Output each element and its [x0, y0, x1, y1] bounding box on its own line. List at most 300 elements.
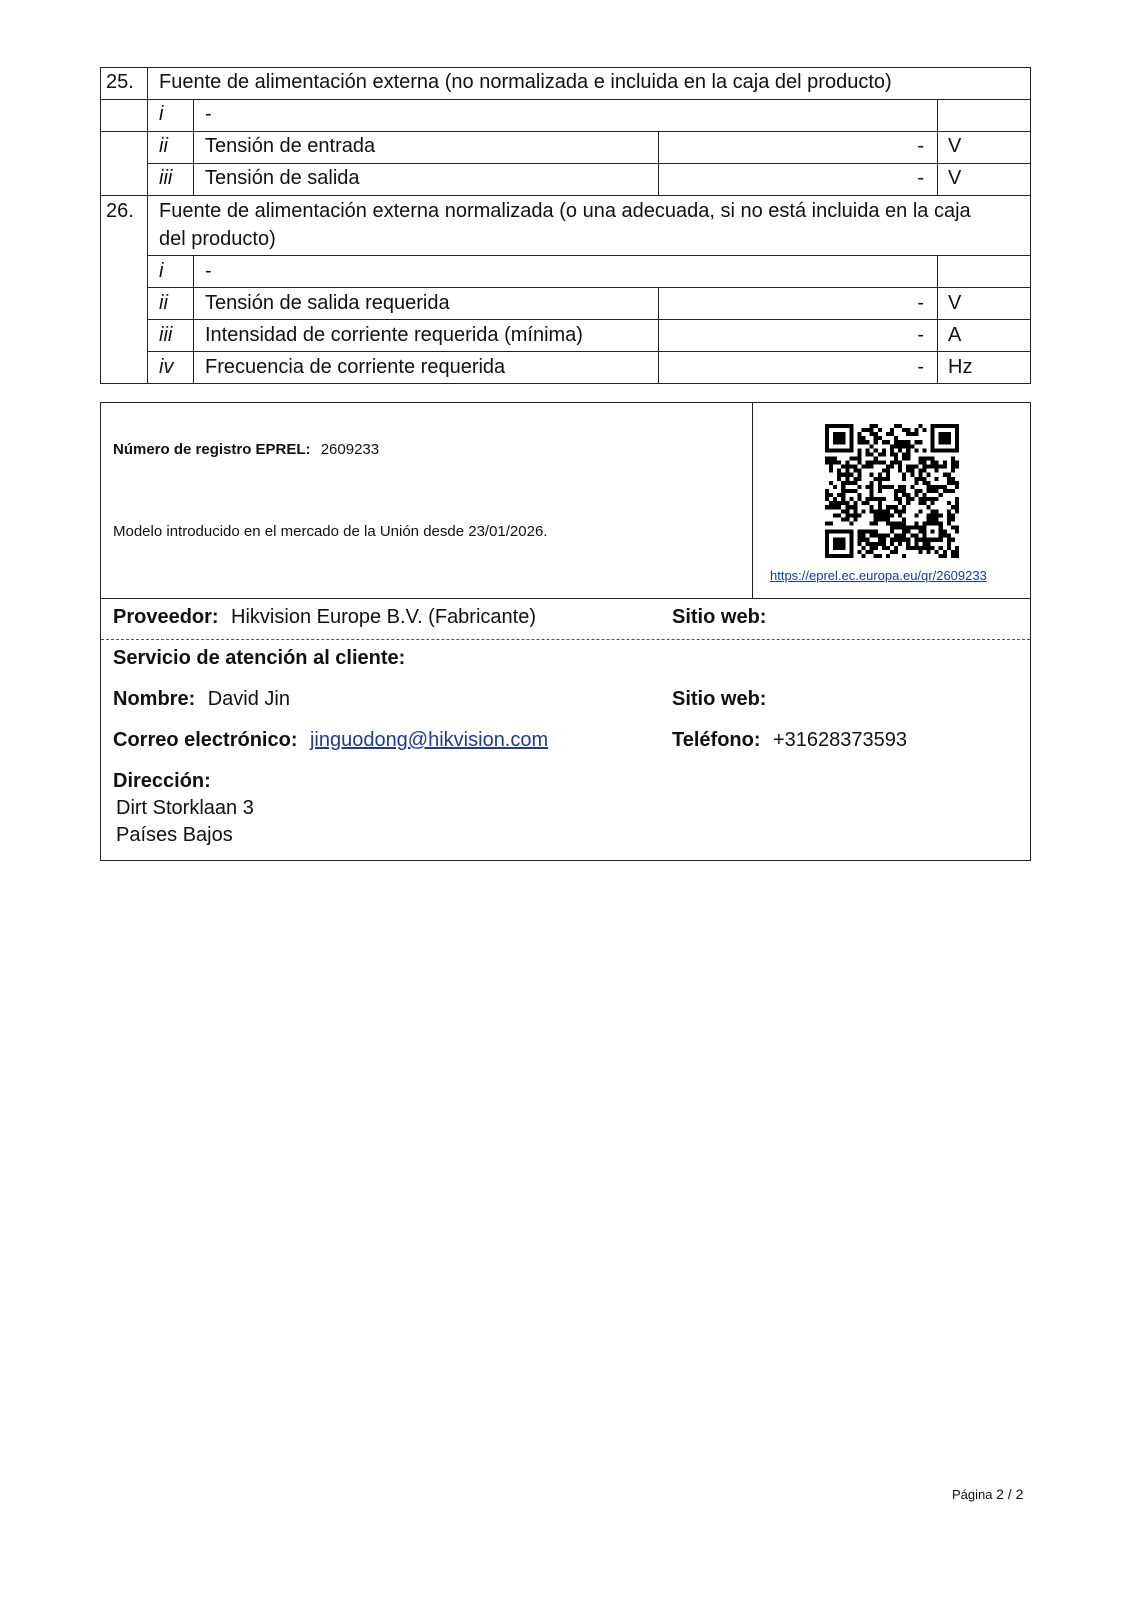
- qr-module: [898, 485, 902, 489]
- qr-module: [939, 534, 943, 538]
- qr-module: [890, 465, 894, 469]
- spec-table: [0, 0, 1132, 400]
- qr-module: [890, 428, 894, 432]
- qr-module: [918, 538, 922, 542]
- qr-module: [825, 424, 829, 428]
- qr-module: [902, 428, 906, 432]
- page-label: Página: [952, 1487, 993, 1502]
- row-label: Frecuencia de corriente requerida: [205, 356, 506, 378]
- qr-module: [902, 505, 906, 509]
- qr-module: [866, 538, 870, 542]
- qr-module: [898, 424, 902, 428]
- qr-module: [922, 465, 926, 469]
- qr-module: [837, 554, 841, 558]
- qr-module: [833, 461, 837, 465]
- qr-module: [935, 448, 939, 452]
- qr-module: [951, 550, 955, 554]
- qr-module: [837, 530, 841, 534]
- qr-module: [837, 473, 841, 477]
- qr-module: [874, 440, 878, 444]
- qr-module: [947, 432, 951, 436]
- phone-value: +31628373593: [772, 729, 908, 751]
- qr-module: [890, 461, 894, 465]
- qr-module: [943, 473, 947, 477]
- qr-module: [931, 436, 935, 440]
- qr-module: [870, 493, 874, 497]
- qr-module: [825, 444, 829, 448]
- qr-module: [935, 509, 939, 513]
- qr-module: [902, 538, 906, 542]
- qr-module: [914, 477, 918, 481]
- qr-module: [849, 444, 853, 448]
- qr-module: [947, 542, 951, 546]
- qr-module: [939, 493, 943, 497]
- qr-module: [943, 530, 947, 534]
- qr-module: [849, 473, 853, 477]
- qr-module: [939, 530, 943, 534]
- qr-module: [906, 501, 910, 505]
- qr-module: [882, 513, 886, 517]
- qr-module: [927, 513, 931, 517]
- qr-module: [922, 546, 926, 550]
- qr-module: [931, 497, 935, 501]
- row-label: Tensión de salida: [205, 167, 360, 189]
- qr-module: [947, 534, 951, 538]
- qr-module: [947, 448, 951, 452]
- qr-module: [890, 538, 894, 542]
- qr-module: [837, 461, 841, 465]
- qr-module: [882, 448, 886, 452]
- qr-module: [857, 436, 861, 440]
- qr-module: [898, 469, 902, 473]
- qr-module: [910, 444, 914, 448]
- qr-module: [857, 477, 861, 481]
- qr-module: [841, 554, 845, 558]
- qr-module: [857, 513, 861, 517]
- qr-module: [870, 473, 874, 477]
- col-divider: [658, 131, 659, 196]
- qr-module: [829, 456, 833, 460]
- row-unit: V: [948, 292, 962, 314]
- qr-module: [902, 534, 906, 538]
- qr-module: [841, 473, 845, 477]
- qr-module: [951, 513, 955, 517]
- qr-module: [927, 481, 931, 485]
- qr-module: [857, 456, 861, 460]
- qr-module: [890, 550, 894, 554]
- qr-module: [870, 428, 874, 432]
- qr-module: [857, 469, 861, 473]
- qr-module: [943, 440, 947, 444]
- qr-module: [939, 485, 943, 489]
- qr-module: [898, 538, 902, 542]
- qr-module: [939, 448, 943, 452]
- qr-module: [943, 436, 947, 440]
- qr-module: [886, 505, 890, 509]
- email-label: Correo electrónico:: [113, 729, 298, 751]
- qr-module: [898, 509, 902, 513]
- qr-module: [894, 521, 898, 525]
- qr-module: [906, 444, 910, 448]
- qr-module: [845, 465, 849, 469]
- qr-module: [939, 521, 943, 525]
- qr-module: [841, 481, 845, 485]
- qr-module: [866, 542, 870, 546]
- qr-module: [939, 465, 943, 469]
- qr-module: [862, 501, 866, 505]
- qr-module: [870, 481, 874, 485]
- qr-module: [902, 517, 906, 521]
- qr-module: [853, 477, 857, 481]
- qr-module: [882, 469, 886, 473]
- eprel-label: Número de registro EPREL:: [113, 441, 311, 458]
- qr-module: [829, 554, 833, 558]
- qr-module: [845, 469, 849, 473]
- qr-module: [922, 542, 926, 546]
- qr-module: [849, 505, 853, 509]
- qr-module: [918, 461, 922, 465]
- qr-module: [890, 521, 894, 525]
- row-roman: i: [159, 103, 164, 125]
- qr-module: [853, 469, 857, 473]
- qr-module: [939, 526, 943, 530]
- qr-module: [849, 542, 853, 546]
- table-border-left: [100, 67, 101, 384]
- qr-module: [862, 538, 866, 542]
- qr-module: [849, 534, 853, 538]
- qr-module: [943, 534, 947, 538]
- qr-module: [853, 456, 857, 460]
- qr-url-link[interactable]: https://eprel.ec.europa.eu/qr/2609233: [770, 568, 987, 583]
- qr-module: [878, 473, 882, 477]
- qr-module: [898, 542, 902, 546]
- qr-module: [841, 542, 845, 546]
- qr-module: [935, 521, 939, 525]
- row-divider: [100, 131, 1031, 132]
- qr-module: [829, 521, 833, 525]
- qr-module: [898, 513, 902, 517]
- qr-module: [829, 469, 833, 473]
- qr-module: [829, 501, 833, 505]
- qr-module: [943, 424, 947, 428]
- qr-module: [918, 469, 922, 473]
- qr-module: [878, 505, 882, 509]
- email-link[interactable]: jinguodong@hikvision.com: [309, 729, 549, 751]
- name-label: Nombre:: [113, 688, 196, 710]
- row-divider: [148, 163, 1031, 164]
- qr-module: [829, 481, 833, 485]
- qr-module: [870, 461, 874, 465]
- qr-module: [874, 477, 878, 481]
- qr-module: [894, 461, 898, 465]
- qr-module: [910, 546, 914, 550]
- qr-module: [931, 489, 935, 493]
- qr-module: [898, 501, 902, 505]
- qr-module: [943, 461, 947, 465]
- row-value: -: [917, 324, 924, 346]
- row-label: -: [205, 260, 212, 282]
- col-divider: [658, 287, 659, 384]
- address-line2: Países Bajos: [116, 824, 233, 846]
- qr-module: [939, 513, 943, 517]
- qr-module: [914, 534, 918, 538]
- row-divider: [148, 319, 1031, 320]
- qr-module: [874, 497, 878, 501]
- qr-module: [935, 497, 939, 501]
- qr-module: [902, 493, 906, 497]
- qr-module: [931, 444, 935, 448]
- qr-module: [927, 546, 931, 550]
- qr-module: [845, 513, 849, 517]
- qr-module: [927, 517, 931, 521]
- qr-module: [866, 428, 870, 432]
- table-border-bottom: [100, 383, 1031, 384]
- qr-module: [902, 554, 906, 558]
- qr-module: [955, 465, 959, 469]
- qr-module: [939, 432, 943, 436]
- qr-module: [866, 530, 870, 534]
- qr-module: [947, 517, 951, 521]
- qr-module: [853, 513, 857, 517]
- qr-module: [947, 473, 951, 477]
- supplier-row: [113, 606, 536, 629]
- qr-module: [857, 448, 861, 452]
- email-row: [113, 729, 548, 752]
- qr-module: [849, 530, 853, 534]
- qr-module: [862, 554, 866, 558]
- qr-module: [866, 497, 870, 501]
- qr-module: [878, 436, 882, 440]
- row-label: Tensión de salida requerida: [205, 292, 450, 314]
- qr-module: [894, 424, 898, 428]
- qr-module: [894, 526, 898, 530]
- qr-module: [931, 461, 935, 465]
- qr-module: [886, 440, 890, 444]
- qr-module: [825, 432, 829, 436]
- qr-module: [862, 546, 866, 550]
- section-divider: [101, 598, 1030, 599]
- qr-module: [922, 497, 926, 501]
- qr-module: [951, 538, 955, 542]
- row-unit: V: [948, 167, 962, 189]
- item-title: Fuente de alimentación externa (no normalizada e incluida en la caja del producto): [159, 71, 892, 93]
- qr-module: [935, 513, 939, 517]
- qr-module: [857, 550, 861, 554]
- qr-module: [951, 456, 955, 460]
- qr-module: [914, 546, 918, 550]
- qr-module: [898, 521, 902, 525]
- qr-module: [845, 448, 849, 452]
- qr-module: [825, 461, 829, 465]
- row-label: Tensión de entrada: [205, 135, 376, 157]
- row-roman: iii: [159, 167, 173, 189]
- qr-module: [882, 509, 886, 513]
- qr-module: [922, 461, 926, 465]
- qr-module: [910, 534, 914, 538]
- name-row: [113, 688, 290, 711]
- qr-module: [935, 489, 939, 493]
- qr-module: [931, 521, 935, 525]
- qr-module: [841, 485, 845, 489]
- row-roman: ii: [159, 292, 168, 314]
- qr-module: [894, 509, 898, 513]
- qr-module: [951, 424, 955, 428]
- qr-module: [955, 444, 959, 448]
- qr-module: [935, 461, 939, 465]
- qr-module: [862, 428, 866, 432]
- qr-module: [825, 554, 829, 558]
- qr-module: [862, 534, 866, 538]
- qr-module: [955, 428, 959, 432]
- qr-module: [849, 456, 853, 460]
- qr-module: [955, 505, 959, 509]
- qr-module: [886, 513, 890, 517]
- qr-module: [902, 440, 906, 444]
- qr-module: [841, 509, 845, 513]
- qr-module: [927, 542, 931, 546]
- qr-module: [833, 530, 837, 534]
- qr-module: [906, 530, 910, 534]
- qr-module: [902, 477, 906, 481]
- qr-module: [955, 554, 959, 558]
- qr-module: [918, 546, 922, 550]
- qr-module: [849, 550, 853, 554]
- qr-module: [906, 452, 910, 456]
- col-divider: [937, 99, 938, 196]
- qr-module: [927, 489, 931, 493]
- qr-module: [825, 493, 829, 497]
- qr-module: [878, 477, 882, 481]
- qr-module: [857, 534, 861, 538]
- qr-module: [866, 452, 870, 456]
- qr-module: [955, 509, 959, 513]
- qr-module: [882, 534, 886, 538]
- qr-module: [870, 452, 874, 456]
- qr-module: [866, 501, 870, 505]
- eprel-value: 2609233: [320, 441, 380, 458]
- qr-module: [882, 477, 886, 481]
- qr-module: [874, 530, 878, 534]
- qr-module: [931, 456, 935, 460]
- qr-module: [894, 436, 898, 440]
- qr-module: [951, 505, 955, 509]
- row-divider: [148, 287, 1031, 288]
- qr-module: [849, 497, 853, 501]
- qr-module: [947, 440, 951, 444]
- qr-module: [955, 485, 959, 489]
- qr-module: [841, 517, 845, 521]
- qr-module: [902, 456, 906, 460]
- qr-module: [825, 505, 829, 509]
- qr-divider: [752, 403, 753, 598]
- row-value: -: [917, 356, 924, 378]
- qr-module: [939, 424, 943, 428]
- qr-module: [833, 432, 837, 436]
- qr-module: [902, 452, 906, 456]
- qr-module: [874, 517, 878, 521]
- qr-module: [894, 538, 898, 542]
- page-footer: [952, 1486, 1023, 1502]
- qr-module: [955, 497, 959, 501]
- qr-module: [922, 493, 926, 497]
- qr-module: [931, 538, 935, 542]
- qr-module: [825, 521, 829, 525]
- qr-module: [845, 477, 849, 481]
- qr-module: [833, 546, 837, 550]
- qr-module: [922, 534, 926, 538]
- qr-module: [870, 530, 874, 534]
- qr-module: [825, 428, 829, 432]
- qr-module: [849, 513, 853, 517]
- qr-module: [849, 448, 853, 452]
- qr-module: [951, 465, 955, 469]
- qr-code-icon[interactable]: [825, 424, 959, 558]
- qr-module: [878, 542, 882, 546]
- qr-module: [906, 546, 910, 550]
- qr-module: [874, 509, 878, 513]
- qr-module: [918, 440, 922, 444]
- qr-module: [922, 448, 926, 452]
- qr-module: [947, 521, 951, 525]
- qr-module: [906, 428, 910, 432]
- qr-module: [894, 456, 898, 460]
- qr-module: [935, 469, 939, 473]
- qr-module: [878, 554, 882, 558]
- qr-module: [902, 521, 906, 525]
- qr-module: [886, 517, 890, 521]
- qr-module: [857, 542, 861, 546]
- qr-module: [837, 469, 841, 473]
- qr-module: [878, 534, 882, 538]
- qr-module: [914, 465, 918, 469]
- qr-module: [853, 481, 857, 485]
- qr-module: [849, 432, 853, 436]
- qr-module: [845, 501, 849, 505]
- qr-module: [939, 538, 943, 542]
- qr-module: [841, 546, 845, 550]
- website2-label: Sitio web:: [672, 688, 767, 710]
- qr-module: [841, 440, 845, 444]
- qr-module: [910, 465, 914, 469]
- item-title-line2: del producto): [159, 228, 276, 250]
- qr-module: [931, 517, 935, 521]
- qr-module: [829, 530, 833, 534]
- qr-module: [902, 530, 906, 534]
- qr-module: [894, 550, 898, 554]
- qr-module: [841, 497, 845, 501]
- qr-module: [849, 489, 853, 493]
- qr-module: [890, 444, 894, 448]
- qr-module: [841, 436, 845, 440]
- qr-module: [935, 517, 939, 521]
- qr-module: [951, 469, 955, 473]
- qr-module: [890, 505, 894, 509]
- row-unit: A: [948, 324, 962, 346]
- qr-module: [902, 444, 906, 448]
- qr-module: [955, 461, 959, 465]
- qr-module: [825, 534, 829, 538]
- qr-module: [955, 530, 959, 534]
- qr-module: [935, 550, 939, 554]
- qr-module: [890, 452, 894, 456]
- qr-module: [837, 542, 841, 546]
- qr-module: [874, 546, 878, 550]
- qr-module: [866, 448, 870, 452]
- qr-module: [886, 521, 890, 525]
- qr-module: [837, 477, 841, 481]
- qr-module: [866, 440, 870, 444]
- qr-module: [951, 461, 955, 465]
